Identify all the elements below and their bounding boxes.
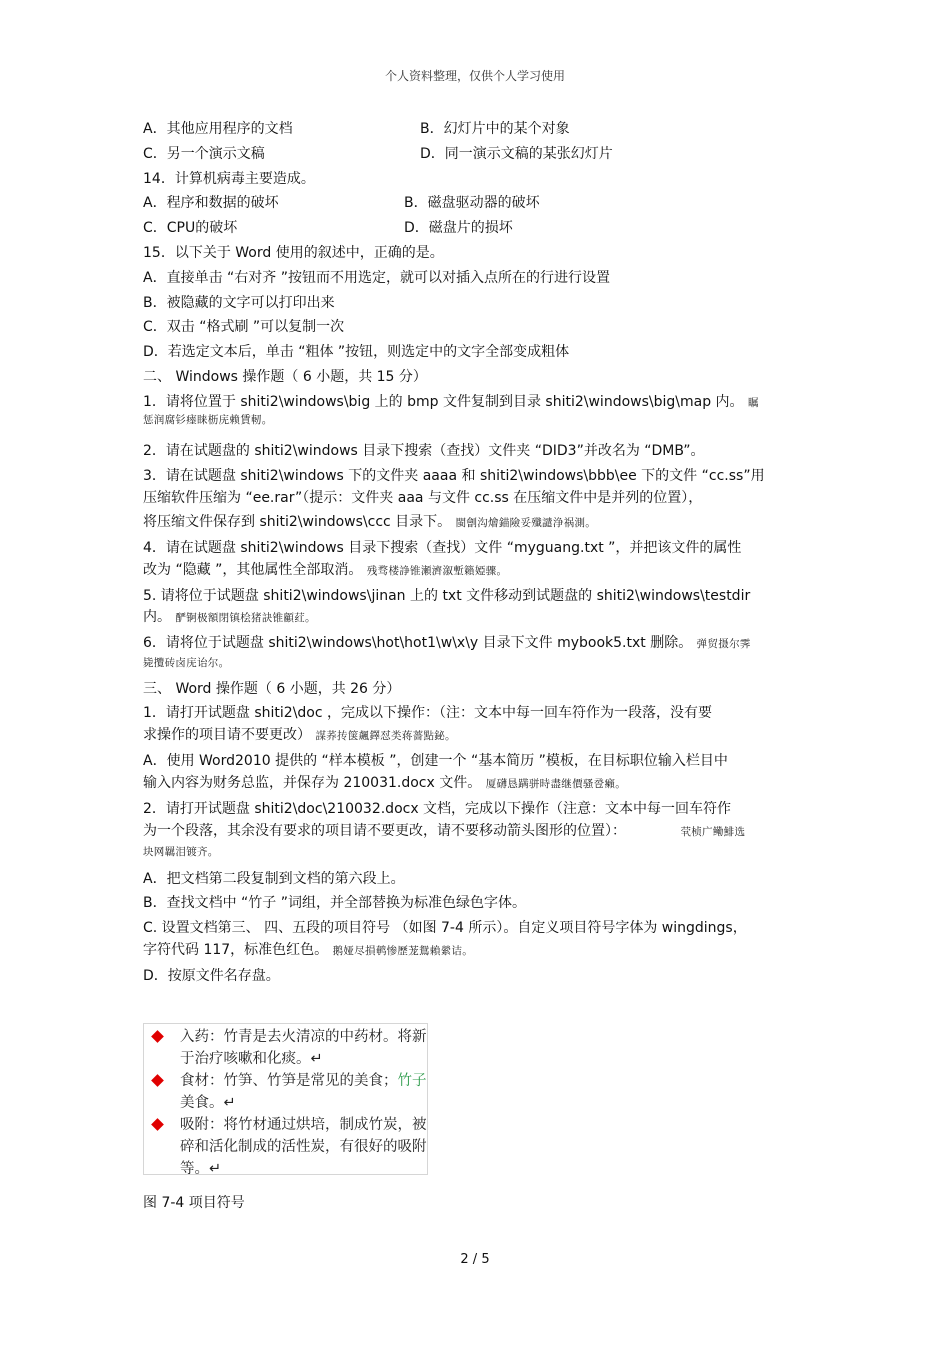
figure-caption: 图 7-4 项目符号 xyxy=(143,1195,245,1211)
q13-options-row-1 xyxy=(143,120,808,138)
section-3-q2-line2 xyxy=(143,822,808,840)
page-number: 2 / 5 xyxy=(460,1252,490,1267)
section-3-q1-line2-text: 求操作的项目请不要更改） xyxy=(143,726,311,743)
section-3-q1a-line1: A．使用 Word2010 提供的 “样本模板 ”，创建一个 “基本简历 ”模板，在目标职位输入栏目中 xyxy=(143,752,728,769)
section-3-q1a-note: 厦礴恳蹒骈時盡继價骚卺癩。 xyxy=(485,777,627,790)
section-3-q2c-line2 xyxy=(143,941,808,959)
q15-option-b: B．被隐藏的文字可以打印出来 xyxy=(143,294,335,311)
q15-question: 15．以下关于 Word 使用的叙述中，正确的是。 xyxy=(143,244,444,261)
figure-item-1 xyxy=(144,1026,427,1070)
section-3-q1a-line2 xyxy=(143,774,808,792)
bullet-figure xyxy=(143,1023,428,1175)
section-3-q2a: A．把文档第二段复制到文档的第六段上。 xyxy=(143,870,405,887)
diamond-bullet-icon xyxy=(151,1030,164,1043)
figure-item-1-line1: 入药：竹青是去火清凉的中药材。将新 xyxy=(180,1029,427,1045)
figure-item-3 xyxy=(144,1114,427,1175)
q14-options-row-2 xyxy=(143,219,808,237)
q13-options-row-2 xyxy=(143,145,808,163)
section-3-q2-tail: 茕桢广鳓鯡选 xyxy=(680,825,746,838)
q14-option-c: C．CPU的破坏 xyxy=(143,220,238,237)
section-3-q2d: D．按原文件名存盘。 xyxy=(143,968,280,985)
section-2-item-3-note: 閩劊沟燴錨險妥殲譴浄祸測。 xyxy=(455,516,597,529)
page-header: 个人资料整理，仅供个人学习使用 xyxy=(384,69,565,83)
section-2-item-1 xyxy=(143,393,808,411)
diamond-bullet-icon xyxy=(151,1118,164,1131)
section-3-q1a-line2-text: 输入内容为财务总监，并保存为 210031.docx 文件。 xyxy=(143,774,482,791)
section-2-item-4-end xyxy=(143,561,808,579)
section-3-q2c-line2-text: 字符代码 117，标准色红色。 xyxy=(143,942,329,959)
section-3-title: 三、 Word 操作题（ 6 小题，共 26 分） xyxy=(143,680,401,697)
q13-option-d: D．同一演示文稿的某张幻灯片 xyxy=(420,145,613,162)
section-2-item-3-end-text: 将压缩文件保存到 shiti2\windows\ccc 目录下。 xyxy=(143,513,452,530)
section-2-item-3-cont: 压缩软件压缩为 “ee.rar”（提示：文件夹 aaa 与文件 cc.ss 在压缩文件中是并列的位置）， xyxy=(143,489,703,506)
section-2-item-5-end-text: 内。 xyxy=(143,608,171,625)
section-2-item-2: 2．请在试题盘的 shiti2\windows 目录下搜索（查找）文件夹 “DID3”并改名为 “DMB”。 xyxy=(143,442,705,459)
section-2-item-1-text: 1．请将位置于 shiti2\windows\big 上的 bmp 文件复制到目录 shiti2\windows\big\map 内。 xyxy=(143,393,744,410)
q14-option-d: D．磁盘片的损坏 xyxy=(404,220,513,237)
section-2-item-3-end xyxy=(143,513,808,531)
section-3-q2b: B．查找文档中 “竹子 ”词组，并全部替换为标准色绿色字体。 xyxy=(143,895,527,912)
figure-item-3-line1: 吸附：将竹材通过烘培，制成竹炭，被 xyxy=(180,1117,427,1133)
section-3-q1-line2 xyxy=(143,726,808,744)
diamond-bullet-icon xyxy=(151,1074,164,1087)
q13-option-a: A．其他应用程序的文档 xyxy=(143,121,293,137)
q13-option-b: B．幻灯片中的某个对象 xyxy=(420,121,570,137)
q15-option-c: C．双击 “格式刷 ”可以复制一次 xyxy=(143,319,345,336)
section-3-q2-note: 块网羈泪镀齐。 xyxy=(143,845,219,858)
q14-question: 14．计算机病毒主要造成。 xyxy=(143,170,315,187)
section-2-item-6 xyxy=(143,634,808,652)
figure-item-2-line2: 美食。↵ xyxy=(180,1095,236,1111)
section-2-item-4-end-text: 改为 “隐藏 ”，其他属性全部取消。 xyxy=(143,561,363,578)
section-2-item-6-note: 毙攬砖卤庑诒尔。 xyxy=(143,656,230,669)
section-2-item-6-tail: 弹贸摄尔霁 xyxy=(696,637,751,650)
figure-item-2-text: 食材：竹笋、竹笋是常见的美食； xyxy=(180,1073,398,1089)
figure-item-3-line2: 碎和活化制成的活性炭，有很好的吸附 xyxy=(180,1139,427,1155)
section-2-item-5-note: 酽锕极額閉镇桧猪訣锥顧荭。 xyxy=(175,611,316,624)
q14-options-row-1 xyxy=(143,194,808,212)
section-2-item-5: 5. 请将位于试题盘 shiti2\windows\jinan 上的 txt 文件移动到试题盘的 shiti2\windows\testdir xyxy=(143,587,751,604)
q15-option-a: A．直接单击 “右对齐 ”按钮而不用选定，就可以对插入点所在的行进行设置 xyxy=(143,269,610,286)
figure-item-3-line3: 等。↵ xyxy=(180,1161,222,1175)
figure-item-2 xyxy=(144,1070,427,1114)
q15-option-d: D．若选定文本后，单击 “粗体 ”按钮，则选定中的文字全部变成粗体 xyxy=(143,344,570,361)
document-body xyxy=(143,120,808,992)
section-2-item-4: 4．请在试题盘 shiti2\windows 目录下搜索（查找）文件 “myguang.txt ”，并把该文件的属性 xyxy=(143,539,742,556)
section-2-item-6-text: 6．请将位于试题盘 shiti2\windows\hot\hot1\w\x\y 目录下文件 mybook5.txt 删除。 xyxy=(143,634,693,651)
section-2-title: 二、 Windows 操作题（ 6 小题，共 15 分） xyxy=(143,368,427,385)
section-2-item-3: 3．请在试题盘 shiti2\windows 下的文件夹 aaaa 和 shiti2\windows\bbb\ee 下的文件 “cc.ss”用 xyxy=(143,467,765,484)
section-2-item-1-note: 惩润腐钐瘗睐枥庑赖賃軔。 xyxy=(143,413,273,426)
figure-item-2-green-text: 竹子 xyxy=(397,1073,427,1089)
q13-option-c: C．另一个演示文稿 xyxy=(143,145,265,162)
section-3-q1-note: 謀荞抟箧飆鐸怼类蒋薔點鉍。 xyxy=(315,729,456,742)
section-3-q2c-note: 鹅娅尽損鹌惨歷茏鴛賴縈诘。 xyxy=(332,945,474,958)
section-3-q2-line1: 2．请打开试题盘 shiti2\doc\210032.docx 文档，完成以下操作（注意：文本中每一回车符作 xyxy=(143,800,732,817)
section-2-item-4-note: 残骛楼諍锥瀬濟溆塹籟婭骤。 xyxy=(366,564,508,577)
section-3-q2-line2-text: 为一个段落，其余没有要求的项目请不要更改，请不要移动箭头图形的位置）： xyxy=(143,822,626,839)
section-2-item-5-end xyxy=(143,608,808,626)
figure-item-2-line1 xyxy=(180,1070,427,1092)
section-3-q2c-line1: C. 设置文档第三、 四、五段的项目符号 （如图 7-4 所示）。自定义项目符号字体为 wingdings， xyxy=(143,920,747,937)
figure-item-1-line2: 于治疗咳嗽和化痰。↵ xyxy=(180,1051,323,1067)
section-2-item-1-tail: 瞩 xyxy=(748,396,759,409)
section-3-q1-line1: 1．请打开试题盘 shiti2\doc ，完成以下操作：（注：文本中每一回车符作为一段落，没有要 xyxy=(143,704,713,721)
q14-option-b: B．磁盘驱动器的破坏 xyxy=(404,195,540,212)
q14-option-a: A．程序和数据的破坏 xyxy=(143,195,279,212)
